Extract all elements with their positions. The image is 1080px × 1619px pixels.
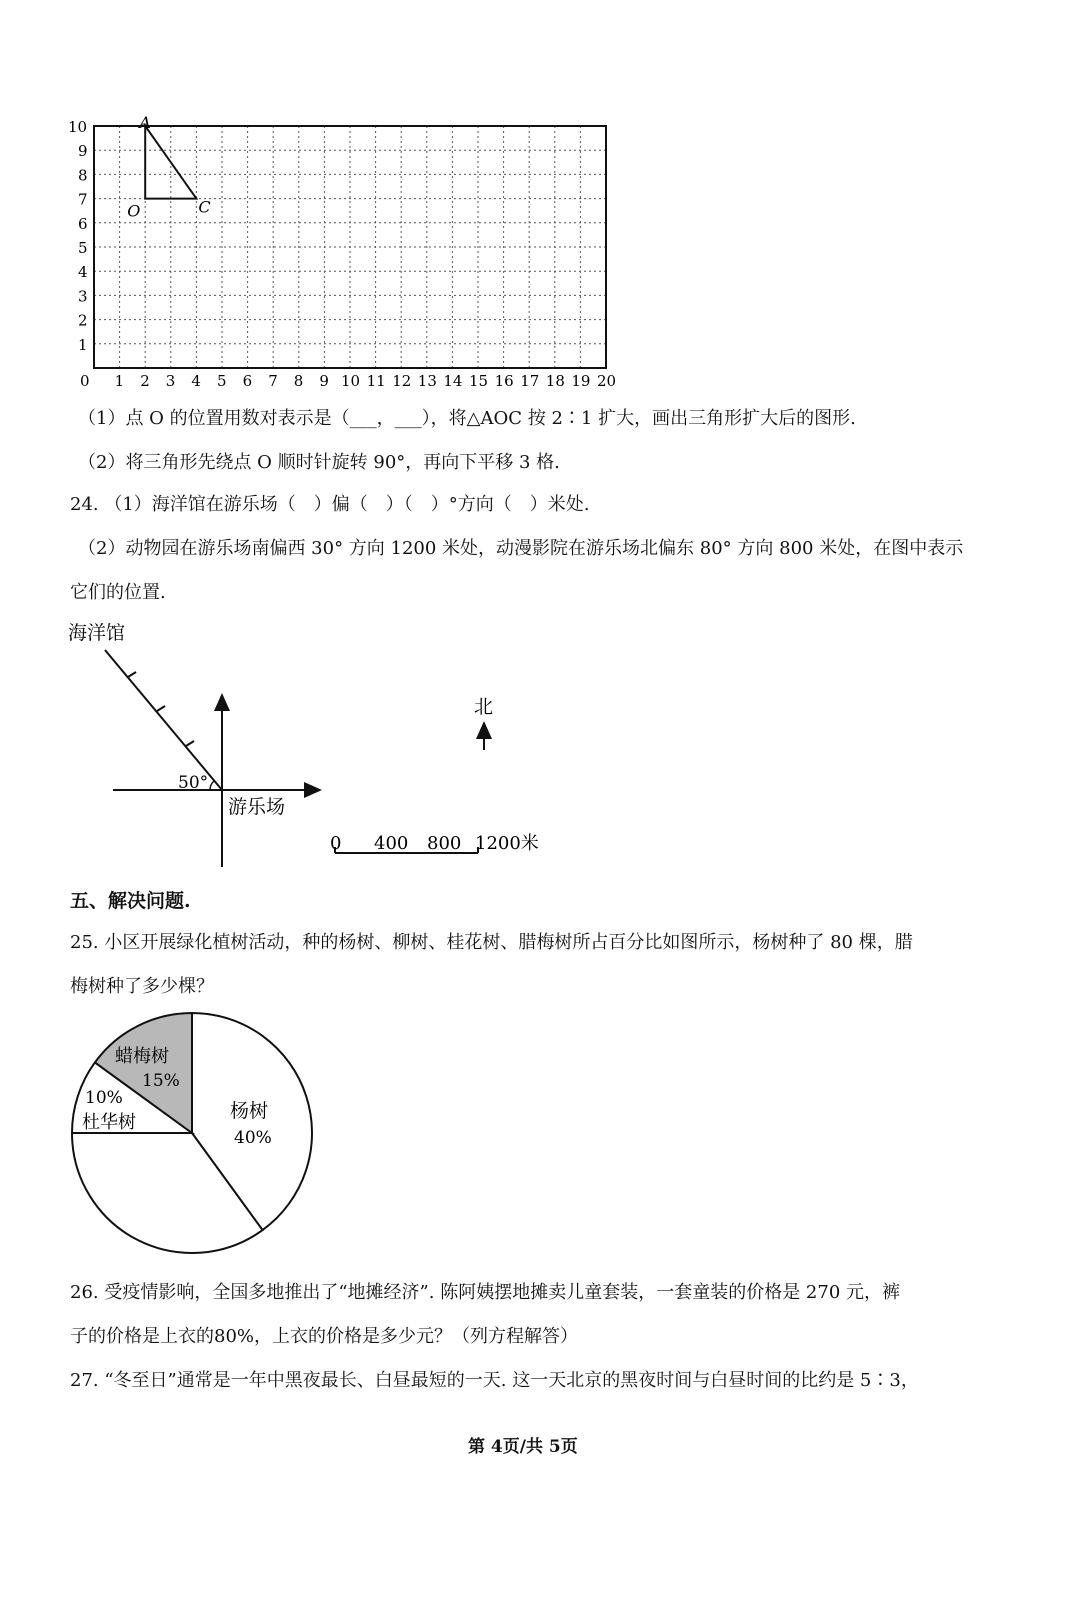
q26-line1: 26. 受疫情影响，全国多地推出了“地摊经济”. 陈阿姨摆地摊卖儿童套装，一套童装的价格是 270 元，裤: [70, 1282, 900, 1303]
y-tick-label: 1: [78, 335, 88, 354]
x-tick-label: 11: [366, 372, 386, 390]
scale-label-0: 0: [330, 833, 342, 854]
q27-line1: 27. “冬至日”通常是一年中黑夜最长、白昼最短的一天. 这一天北京的黑夜时间与白昼时间的比约是 5∶3，: [70, 1370, 919, 1391]
pie-value-yang: 40%: [234, 1128, 272, 1148]
x-tick-label: 4: [191, 372, 201, 390]
q26-line2: 子的价格是上衣的80%，上衣的价格是多少元？（列方程解答）: [70, 1326, 579, 1347]
y-tick-label: 7: [78, 190, 88, 209]
x-tick-label: 13: [417, 372, 437, 390]
x-tick-label: 7: [268, 372, 278, 390]
x-tick-label: 15: [469, 372, 489, 390]
x-tick-label: 9: [319, 372, 329, 390]
x-tick-label: 0: [80, 372, 90, 390]
y-tick-label: 2: [78, 311, 88, 330]
q23-part1: （1）点 O 的位置用数对表示是（___，___），将△AOC 按 2∶1 扩大，画出三角形扩大后的图形.: [78, 408, 856, 429]
y-tick-label: 6: [78, 214, 88, 233]
section-title: 五、解决问题.: [70, 890, 191, 912]
pie-label-yang: 杨树: [230, 1100, 269, 1122]
x-tick-label: 12: [392, 372, 412, 390]
pie-label-lamei: 蜡梅树: [115, 1046, 169, 1067]
x-tick-label: 16: [494, 372, 514, 390]
x-tick-label: 5: [217, 372, 227, 390]
x-tick-label: 20: [597, 372, 617, 390]
ray-tick: [157, 706, 165, 711]
y-tick-label: 9: [78, 142, 88, 161]
y-tick-label: 8: [78, 166, 88, 185]
x-tick-label: 18: [545, 372, 565, 390]
pie-value-lamei: 15%: [142, 1071, 180, 1091]
pie-label-duhua: 杜华树: [82, 1112, 136, 1133]
scale-label-1200: 1200米: [475, 833, 539, 854]
q25-line1: 25. 小区开展绿化植树活动，种的杨树、柳树、桂花树、腊梅树所占百分比如图所示，杨树种了 80 棵，腊: [70, 932, 913, 953]
q24-part1: 24. （1）海洋馆在游乐场（ ）偏（ ）（ ）°方向（ ）米处.: [70, 494, 590, 515]
angle-arc: [210, 781, 214, 790]
ocean-direction-ray: [105, 650, 222, 790]
ray-tick: [186, 741, 194, 746]
x-tick-label: 14: [443, 372, 463, 390]
page-footer: 第 4页/共 5页: [468, 1437, 578, 1457]
x-tick-label: 19: [571, 372, 591, 390]
amusement-park-label: 游乐场: [228, 796, 286, 818]
x-tick-label: 2: [140, 372, 150, 390]
angle-label: 50°: [178, 773, 209, 793]
pie-value-duhua: 10%: [85, 1088, 123, 1108]
north-label: 北: [474, 696, 494, 718]
x-tick-label: 17: [520, 372, 540, 390]
ray-tick: [128, 672, 136, 677]
q23-part2: （2）将三角形先绕点 O 顺时针旋转 90°，再向下平移 3 格.: [78, 452, 560, 473]
point-label-o: O: [127, 201, 141, 221]
point-label-c: C: [198, 197, 211, 217]
q24-part2-line2: 它们的位置.: [70, 582, 166, 603]
x-tick-label: 3: [165, 372, 176, 390]
coordinate-grid: [60, 108, 640, 398]
y-tick-label: 5: [78, 239, 88, 257]
x-tick-label: 8: [293, 372, 304, 390]
direction-map: [60, 615, 580, 875]
y-tick-label: 10: [68, 118, 88, 136]
scale-label-400: 400: [374, 833, 409, 854]
ocean-hall-label: 海洋馆: [68, 622, 126, 644]
y-tick-label: 4: [78, 263, 88, 282]
scale-label-800: 800: [427, 833, 462, 854]
y-tick-label: 3: [78, 287, 88, 306]
q24-part2-line1: （2）动物园在游乐场南偏西 30° 方向 1200 米处，动漫影院在游乐场北偏东 80° 方向 800 米处，在图中表示: [78, 538, 964, 559]
x-tick-label: 10: [341, 372, 361, 390]
x-tick-label: 1: [114, 372, 125, 390]
x-tick-label: 6: [242, 372, 253, 390]
q25-line2: 梅树种了多少棵？: [70, 976, 214, 997]
point-label-a: A: [139, 113, 151, 132]
pie-chart: [60, 1005, 330, 1275]
